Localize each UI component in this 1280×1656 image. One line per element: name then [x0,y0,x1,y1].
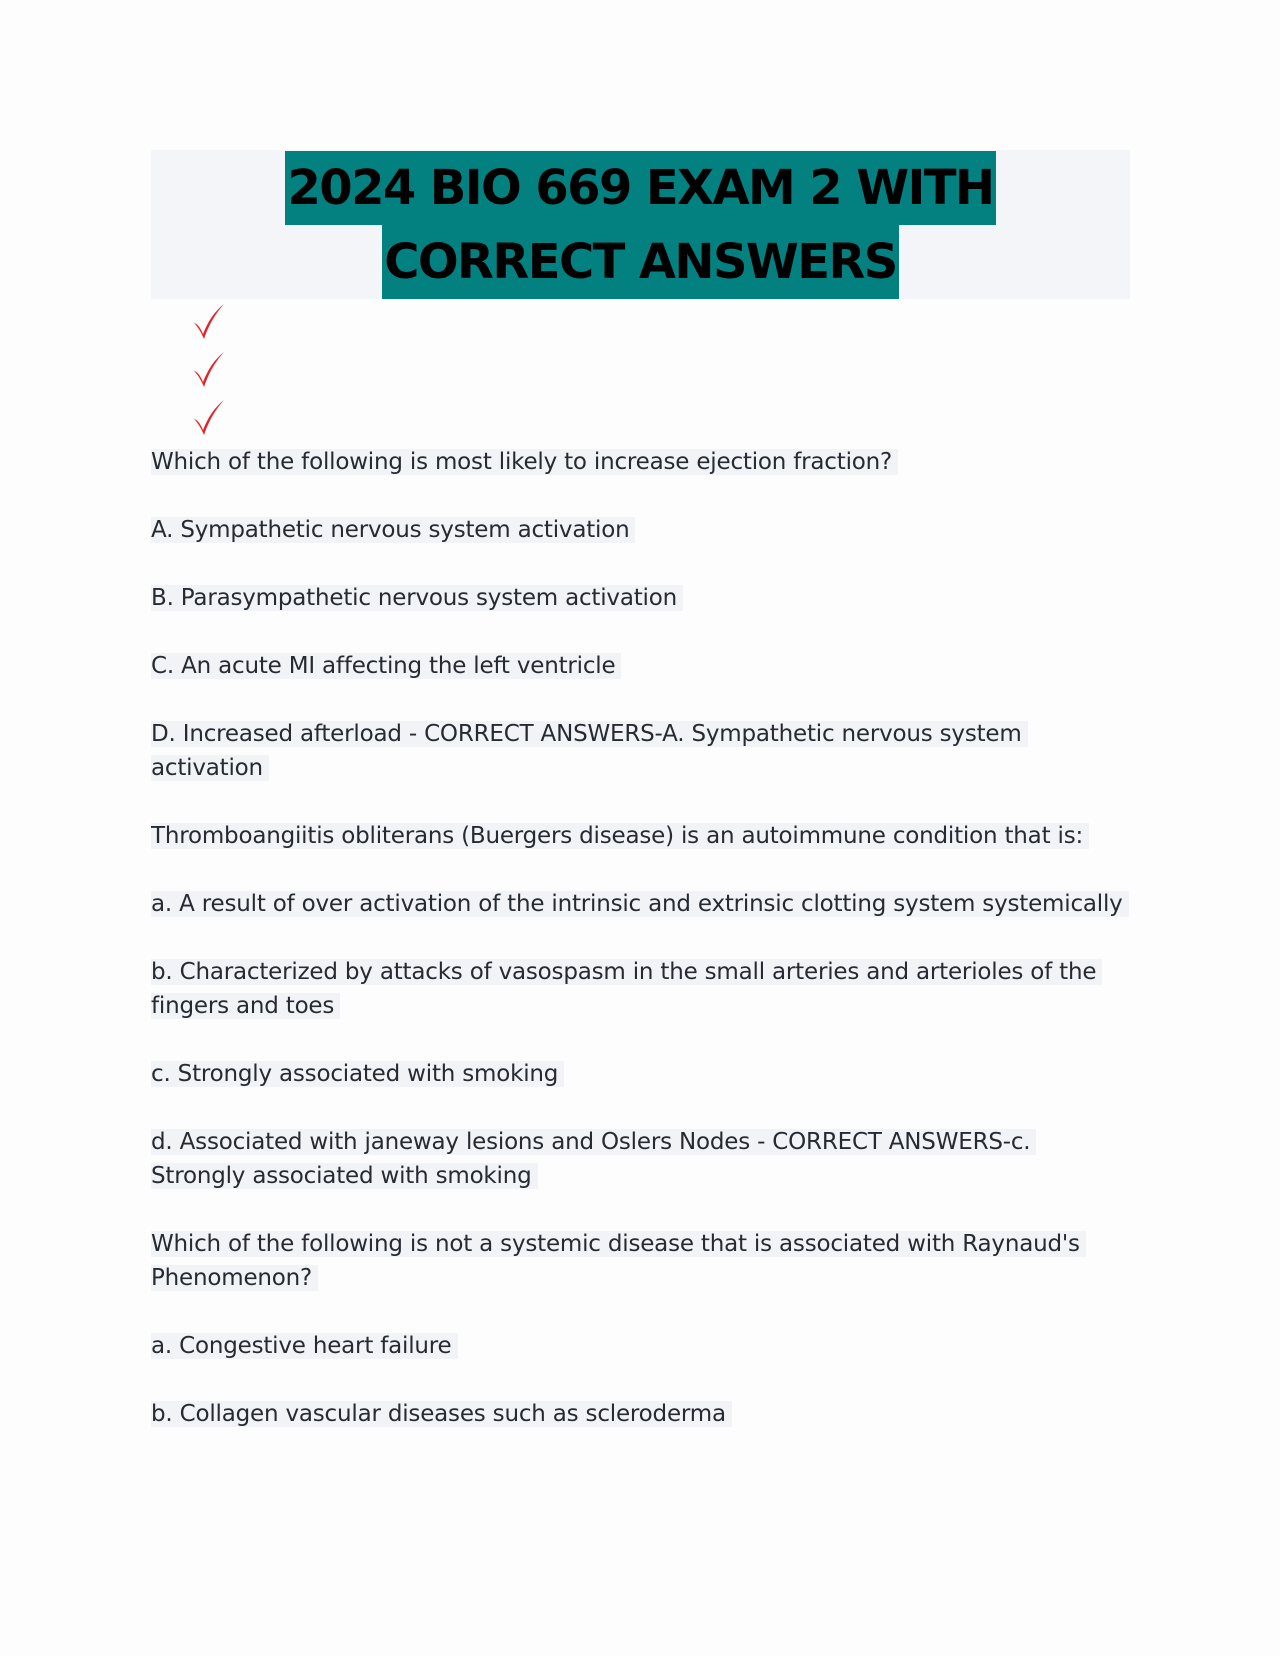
red-checkmark-icon [191,395,227,443]
title-line-1: 2024 BIO 669 EXAM 2 WITH [285,151,995,225]
option-with-answer [151,1125,1130,1193]
option-paragraph [151,1057,1130,1091]
option-paragraph [151,887,1130,921]
red-checkmark-icon [191,347,227,395]
answer-option: C. An acute MI affecting the left ventricle [151,653,621,679]
answer-option: B. Parasympathetic nervous system activation [151,585,683,611]
answer-option: D. Increased afterload - CORRECT ANSWERS-A. Sympathetic nervous system activation [151,721,1028,781]
answer-option: c. Strongly associated with smoking [151,1061,564,1087]
option-paragraph [151,581,1130,615]
red-checkmark-icon [191,299,227,347]
answer-option: b. Characterized by attacks of vasospasm in the small arteries and arterioles of the fingers and toes [151,959,1102,1019]
answer-option: a. A result of over activation of the intrinsic and extrinsic clotting system systemically [151,891,1129,917]
question-text: Which of the following is most likely to increase ejection fraction? [151,449,898,475]
option-paragraph [151,1329,1130,1363]
question-text: Thromboangiitis obliterans (Buergers disease) is an autoimmune condition that is: [151,823,1089,849]
answer-option: A. Sympathetic nervous system activation [151,517,635,543]
answer-option: b. Collagen vascular diseases such as scleroderma [151,1401,732,1427]
option-paragraph [151,955,1130,1023]
question-text: Which of the following is not a systemic disease that is associated with Raynaud's Phenomenon? [151,1231,1086,1291]
answer-option: a. Congestive heart failure [151,1333,458,1359]
checkmark-list [151,299,1130,443]
title-line-2: CORRECT ANSWERS [382,225,899,299]
document-page [151,150,1130,1465]
exam-content [151,445,1130,1431]
question-2 [151,819,1130,853]
option-with-answer [151,717,1130,785]
option-paragraph [151,649,1130,683]
question-1 [151,445,1130,479]
question-3 [151,1227,1130,1295]
answer-option: d. Associated with janeway lesions and Oslers Nodes - CORRECT ANSWERS-c. Strongly associated with smoking [151,1129,1036,1189]
option-paragraph [151,513,1130,547]
option-paragraph [151,1397,1130,1431]
title-block [151,150,1130,299]
